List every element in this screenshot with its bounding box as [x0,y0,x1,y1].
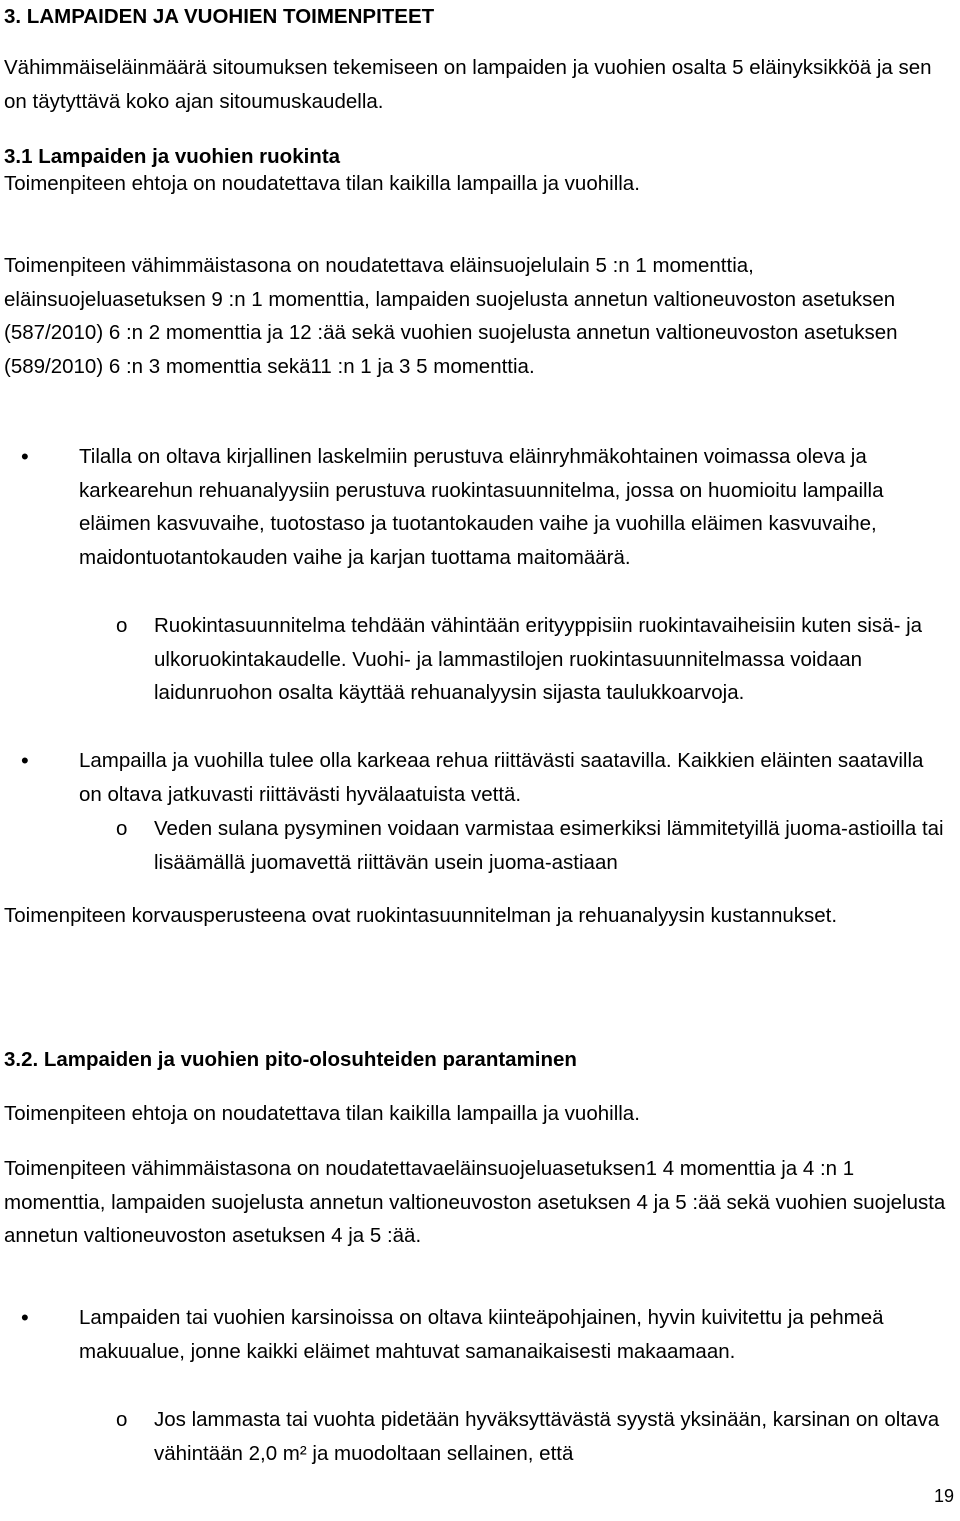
section-3-1-paragraph-1: Toimenpiteen ehtoja on noudatettava tilan kaikilla lampailla ja vuohilla. [4,172,640,195]
sub-bullet-marker: o [116,817,128,840]
sub-bullet-marker: o [116,614,128,637]
section-3-1-bullet-2: • Lampailla ja vuohilla tulee olla karkeaa rehua riittävästi saatavilla. Kaikkien eläinten saatavilla on oltava jatkuvasti riittävästi hyvälaatuista vettä. [79,744,948,811]
section-3-2-paragraph-2: Toimenpiteen vähimmäistasona on noudatettavaeläinsuojeluasetuksen1 4 momenttia ja 4 :n 1 momenttia, lampaiden suojelusta annetun valtioneuvoston asetuksen 4 ja 5 :ää sekä vuohien suojelusta annetun valtioneuvoston asetuksen 4 ja 5 :ää. [4,1157,946,1247]
sub-bullet-text: Jos lammasta tai vuohta pidetään hyväksyttävästä syystä yksinään, karsinan on oltava vähintään 2,0 m² ja muodoltaan sellainen, että [154,1408,940,1465]
page-number: 19 [933,1486,954,1506]
section-3-1-heading: 3.1 Lampaiden ja vuohien ruokinta [4,145,341,168]
section-3-1-bullet-1: • Tilalla on oltava kirjallinen laskelmiin perustuva eläinryhmäkohtainen voimassa oleva ja karkearehun rehuanalyysiin perustuva ruokintasuunnitelma, jossa on huomioitu lampailla eläimen kasvuvaihe, tuotostaso ja tuotantokauden vaihe ja vuohilla eläimen kasvuvaihe, maidontuotantokauden vaihe ja karjan tuottama maitomäärä. [79,440,948,574]
sub-bullet-marker: o [116,1408,128,1431]
section-3-2-sub-bullet-1 [116,1403,948,1470]
section-3-1-paragraph-3: Toimenpiteen korvausperusteena ovat ruokintasuunnitelman ja rehuanalyysin kustannukset. [4,904,838,927]
section-3-intro: Vähimmäiseläinmäärä sitoumuksen tekemiseen on lampaiden ja vuohien osalta 5 eläinyksikköä ja sen on täytyttävä koko ajan sitoumuskaudella. [4,56,932,113]
sub-bullet-text: Veden sulana pysyminen voidaan varmistaa esimerkiksi lämmitetyillä juoma-astioilla tai lisäämällä juomavettä riittävän usein juoma-astiaan [154,817,944,874]
section-3-2-bullet-1: • Lampaiden tai vuohien karsinoissa on oltava kiinteäpohjainen, hyvin kuivitettu ja pehmeä makuualue, jonne kaikki eläimet mahtuvat samanaikaisesti makaamaan. [79,1301,948,1368]
section-3-2-heading: 3.2. Lampaiden ja vuohien pito-olosuhteiden parantaminen [4,1048,577,1071]
section-3-1-sub-bullet-2 [116,812,948,879]
section-3-2-paragraph-1: Toimenpiteen ehtoja on noudatettava tilan kaikilla lampailla ja vuohilla. [4,1102,640,1125]
section-3-1-paragraph-2: Toimenpiteen vähimmäistasona on noudatettava eläinsuojelulain 5 :n 1 momenttia, eläinsuojeluasetuksen 9 :n 1 momenttia, lampaiden suojelusta annetun valtioneuvoston asetuksen (587/2010) 6 :n 2 momenttia ja 12 :ää sekä vuohien suojelusta annetun valtioneuvoston asetuksen (589/2010) 6 :n 3 momenttia sekä11 :n 1 ja 3 5 momenttia. [4,254,898,378]
section-3-heading: 3. LAMPAIDEN JA VUOHIEN TOIMENPITEET [4,5,435,28]
sub-bullet-text: Ruokintasuunnitelma tehdään vähintään erityyppisiin ruokintavaiheisiin kuten sisä- ja ulkoruokintakaudelle. Vuohi- ja lammastilojen ruokintasuunnitelmassa voidaan laidunruohon osalta käyttää rehuanalyysin sijasta taulukkoarvoja. [154,614,923,704]
section-3-1-sub-bullet-1 [116,609,948,710]
